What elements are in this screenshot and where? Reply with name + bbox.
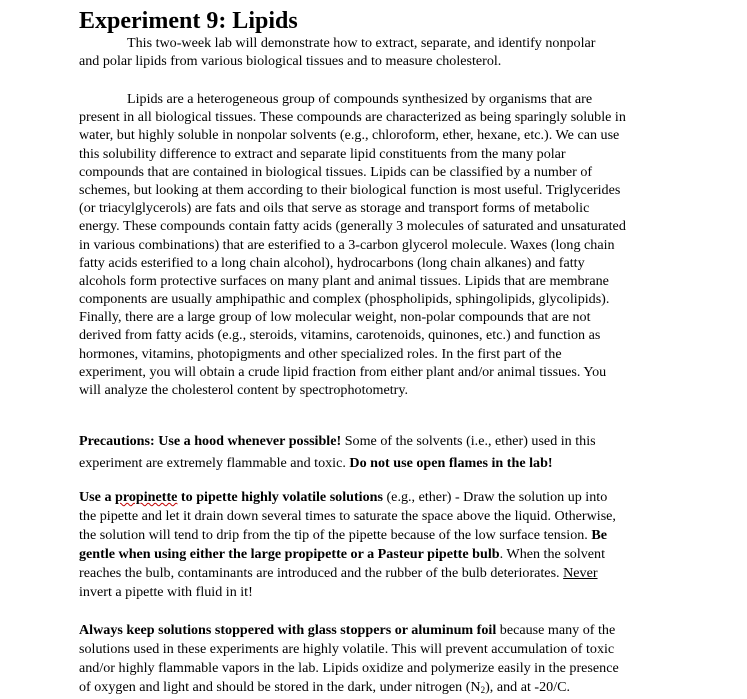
body-line: in various combinations) that are esterified to a 3-carbon glycerol molecule. Waxes (long chain [79, 236, 615, 253]
body-line: hormones, vitamins, photopigments and other specialized roles. In the first part of the [79, 345, 562, 362]
intro-line-2: and polar lipids from various biological tissues and to measure cholesterol. [79, 53, 502, 70]
pipette-line-6: invert a pipette with fluid in it! [79, 584, 253, 600]
body-line: Finally, there are a large group of low molecular weight, non-polar compounds that are not [79, 309, 591, 326]
body-line: alcohols form protective surfaces on many plant and animal tissues. Lipids that are membrane [79, 272, 609, 289]
body-paragraph [79, 90, 719, 399]
body-line: derived from fatty acids (e.g., steroids, vitamins, carotenoids, quinones, etc.) and function as [79, 327, 601, 344]
storage-line-2: solutions used in these experiments are highly volatile. This will prevent accumulation of toxic [79, 641, 615, 657]
body-line: Lipids are a heterogeneous group of compounds synthesized by organisms that are [127, 91, 593, 107]
body-line: will analyze the cholesterol content by spectrophotometry. [79, 382, 409, 398]
misspelled-word: propinette [115, 489, 178, 505]
intro-line-1: This two-week lab will demonstrate how to extract, separate, and identify nonpolar [127, 35, 596, 51]
intro-paragraph [79, 34, 719, 70]
pipette-paragraph [79, 488, 719, 602]
body-line: present in all biological tissues. These compounds are characterized as being sparingly soluble in [79, 109, 626, 126]
pipette-line-2: the pipette and let it drain down several times to saturate the space above the liquid. Otherwise, [79, 508, 616, 524]
pipette-line-5: reaches the bulb, contaminants are introduced and the rubber of the bulb deteriorates. Never [79, 565, 598, 581]
body-line: compounds that are contained in biological tissues. Lipids can be classified by a number of [79, 163, 593, 180]
page-title: Experiment 9: Lipids [79, 8, 298, 34]
body-line: schemes, but looking at them according to their biological function is most useful. Triglycerides [79, 181, 621, 198]
body-line: experiment, you will obtain a crude lipid fraction from either plant and/or animal tissues. You [79, 363, 607, 380]
precautions-line-1: Precautions: Use a hood whenever possible! Some of the solvents (i.e., ether) used in this [79, 433, 596, 449]
pipette-line-4: gentle when using either the large propipette or a Pasteur pipette bulb. When the solvent [79, 546, 606, 562]
pipette-line-1: Use a propinette to pipette highly volatile solutions (e.g., ether) - Draw the solution up into [79, 489, 608, 505]
body-line: fatty acids esterified to a long chain alcohol), hydrocarbons (long chain alkanes) and fatty [79, 254, 585, 271]
body-line: this solubility difference to extract and separate lipid constituents from the many polar [79, 145, 566, 162]
pipette-line-3: the solution will tend to drip from the tip of the pipette because of the low surface tension. Be [79, 527, 607, 543]
body-line: water, but highly soluble in nonpolar solvents (e.g., chloroform, ether, hexane, etc.). We can use [79, 127, 620, 144]
body-line: components are usually amphipathic and complex (phospholipids, sphingolipids, glycolipids). [79, 291, 610, 308]
storage-line-3: and/or highly flammable vapors in the lab. Lipids oxidize and polymerize easily in the presence [79, 660, 619, 676]
body-line: energy. These compounds contain fatty acids (generally 3 molecules of saturated and unsaturated [79, 218, 626, 235]
body-line: (or triacylglycerols) are fats and oils that serve as storage and transport forms of metabolic [79, 200, 590, 217]
storage-paragraph [79, 621, 719, 697]
storage-line-1: Always keep solutions stoppered with glass stoppers or aluminum foil because many of the [79, 622, 616, 638]
storage-line-4: of oxygen and light and should be stored in the dark, under nitrogen $(N_2)$, and at -20/C. [79, 679, 571, 695]
precautions-paragraph [79, 430, 719, 474]
precautions-line-2: experiment are extremely flammable and toxic. Do not use open flames in the lab! [79, 455, 553, 471]
